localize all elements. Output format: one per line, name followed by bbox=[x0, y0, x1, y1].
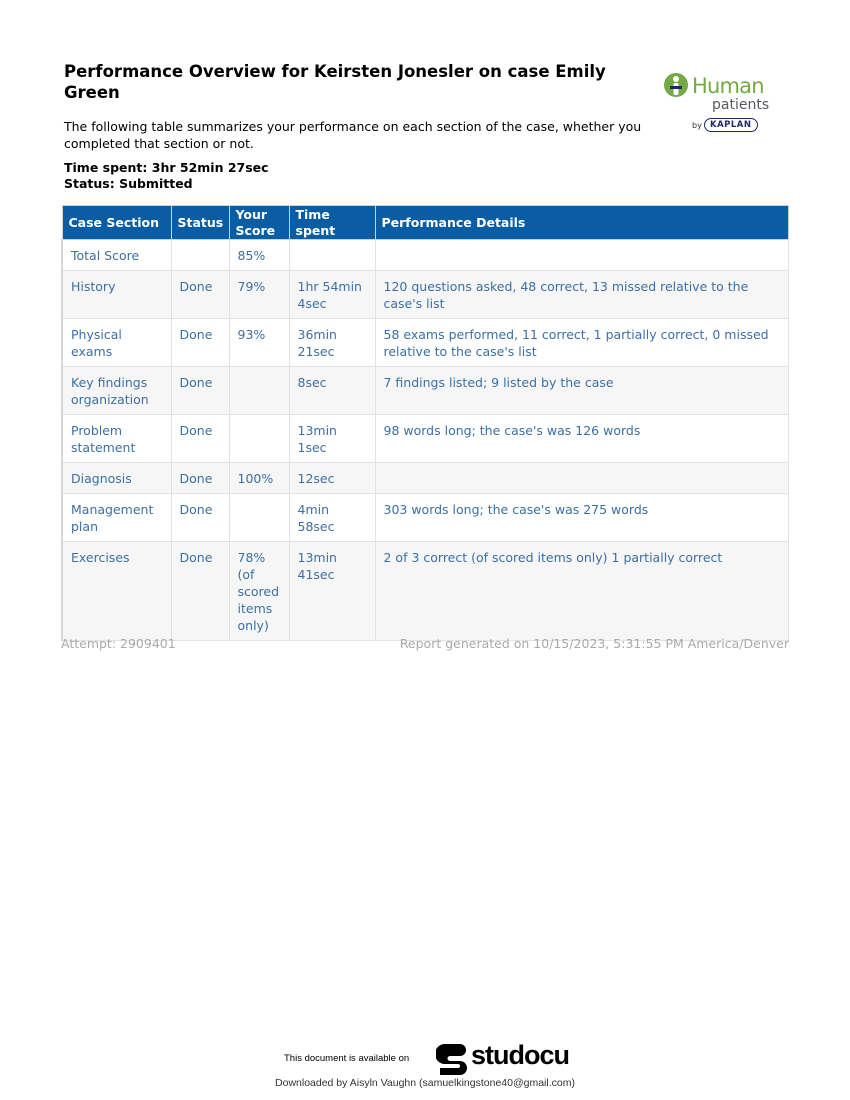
col-header-status: Status bbox=[171, 206, 229, 240]
table-row bbox=[62, 271, 789, 319]
table-row bbox=[62, 319, 789, 367]
cell-score: 85% bbox=[229, 240, 289, 271]
cell-details: 2 of 3 correct (of scored items only) 1 partially correct bbox=[375, 542, 789, 641]
col-header-details: Performance Details bbox=[375, 206, 789, 240]
table-header-row bbox=[62, 206, 789, 240]
cell-status: Done bbox=[171, 319, 229, 367]
col-header-section: Case Section bbox=[62, 206, 171, 240]
cell-time: 36min 21sec bbox=[289, 319, 375, 367]
studocu-logo-icon bbox=[436, 1042, 468, 1076]
cell-time: 12sec bbox=[289, 463, 375, 494]
cell-section: Problem statement bbox=[62, 415, 171, 463]
cell-time: 4min 58sec bbox=[289, 494, 375, 542]
cell-score bbox=[229, 367, 289, 415]
studocu-logo-text: studocu bbox=[471, 1040, 569, 1070]
cell-status: Done bbox=[171, 494, 229, 542]
cell-details: 120 questions asked, 48 correct, 13 missed relative to the case's list bbox=[375, 271, 789, 319]
status: Status: Submitted bbox=[64, 176, 193, 191]
cell-section: History bbox=[62, 271, 171, 319]
cell-score: 79% bbox=[229, 271, 289, 319]
cell-section: Key findings organization bbox=[62, 367, 171, 415]
cell-section: Physical exams bbox=[62, 319, 171, 367]
logo-sub-text: patients bbox=[712, 97, 770, 113]
table-row bbox=[62, 463, 789, 494]
attempt-id: Attempt: 2909401 bbox=[61, 636, 176, 651]
cell-time: 13min 1sec bbox=[289, 415, 375, 463]
cell-details: 303 words long; the case's was 275 words bbox=[375, 494, 789, 542]
table-row bbox=[62, 494, 789, 542]
logo-by-text: by bbox=[692, 121, 702, 130]
performance-table bbox=[61, 205, 789, 641]
report-generated: Report generated on 10/15/2023, 5:31:55 PM America/Denver bbox=[399, 636, 789, 651]
cell-score: 93% bbox=[229, 319, 289, 367]
table-row bbox=[62, 542, 789, 641]
downloaded-by-text: Downloaded by Aisyln Vaughn (samuelkingstone40@gmail.com) bbox=[275, 1077, 575, 1089]
cell-status bbox=[171, 240, 229, 271]
cell-details: 98 words long; the case's was 126 words bbox=[375, 415, 789, 463]
intro-text: The following table summarizes your performance on each section of the case, whether you completed that section or not. bbox=[64, 119, 642, 151]
ihuman-logo bbox=[662, 70, 787, 140]
studocu-available-text: This document is available on bbox=[284, 1053, 410, 1064]
cell-time: 8sec bbox=[289, 367, 375, 415]
cell-status: Done bbox=[171, 271, 229, 319]
table-row bbox=[62, 415, 789, 463]
cell-status: Done bbox=[171, 367, 229, 415]
cell-time bbox=[289, 240, 375, 271]
cell-score: 100% bbox=[229, 463, 289, 494]
cell-score bbox=[229, 415, 289, 463]
cell-score bbox=[229, 494, 289, 542]
kaplan-logo: KAPLAN bbox=[704, 118, 758, 132]
cell-section: Exercises bbox=[62, 542, 171, 641]
cell-details bbox=[375, 240, 789, 271]
cell-section: Management plan bbox=[62, 494, 171, 542]
cell-time: 13min 41sec bbox=[289, 542, 375, 641]
col-header-time: Time spent bbox=[289, 206, 375, 240]
cell-details: 7 findings listed; 9 listed by the case bbox=[375, 367, 789, 415]
table-row bbox=[62, 240, 789, 271]
ihuman-logo-icon bbox=[662, 72, 692, 102]
cell-section: Diagnosis bbox=[62, 463, 171, 494]
cell-status: Done bbox=[171, 415, 229, 463]
cell-section: Total Score bbox=[62, 240, 171, 271]
cell-details: 58 exams performed, 11 correct, 1 partially correct, 0 missed relative to the case's list bbox=[375, 319, 789, 367]
table-row bbox=[62, 367, 789, 415]
col-header-score: Your Score bbox=[229, 206, 289, 240]
cell-details bbox=[375, 463, 789, 494]
page-title: Performance Overview for Keirsten Jonesler on case Emily Green bbox=[64, 62, 606, 102]
summary-meta bbox=[64, 160, 269, 192]
logo-brand-text: Human bbox=[692, 74, 764, 98]
cell-status: Done bbox=[171, 463, 229, 494]
cell-time: 1hr 54min 4sec bbox=[289, 271, 375, 319]
cell-score: 78% (of scored items only) bbox=[229, 542, 289, 641]
time-spent: Time spent: 3hr 52min 27sec bbox=[64, 160, 269, 175]
cell-status: Done bbox=[171, 542, 229, 641]
